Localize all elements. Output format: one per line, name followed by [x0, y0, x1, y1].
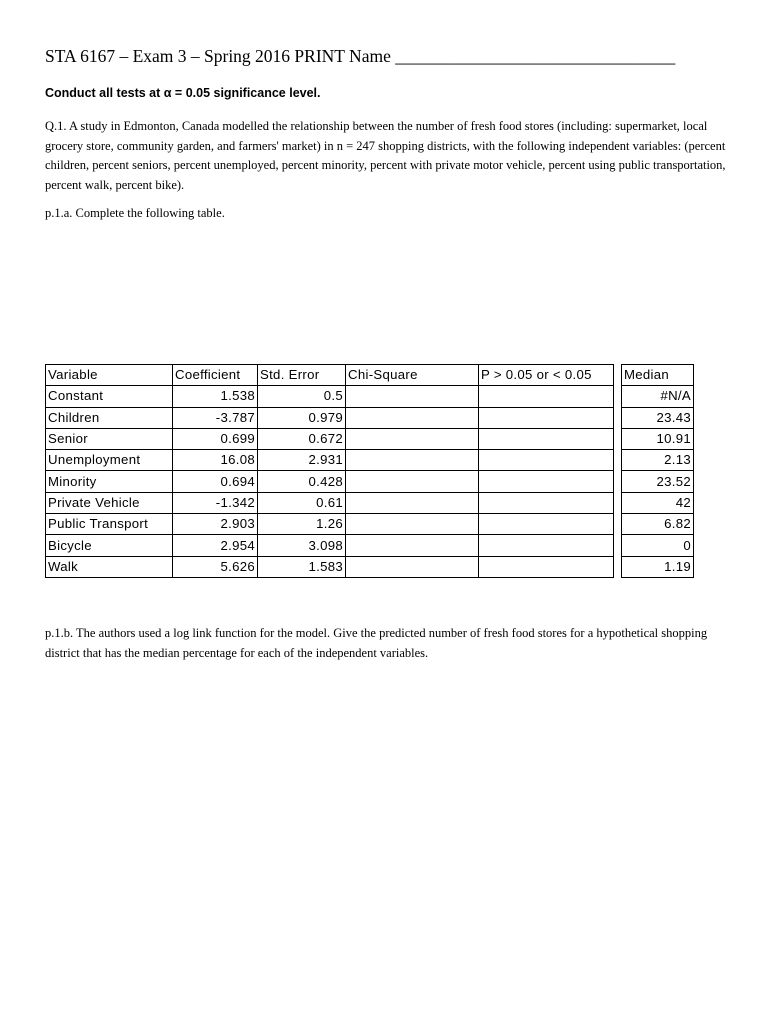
cell-coefficient: -3.787 [173, 407, 258, 428]
table-row [46, 492, 694, 513]
header-std-error: Std. Error [258, 365, 346, 386]
cell-variable: Private Vehicle [46, 492, 173, 513]
cell-variable: Senior [46, 428, 173, 449]
cell-chi-square-answer[interactable] [346, 556, 479, 577]
cell-p-answer[interactable] [479, 556, 614, 577]
table-gap [614, 450, 622, 471]
cell-coefficient: 0.694 [173, 471, 258, 492]
cell-variable: Public Transport [46, 514, 173, 535]
cell-variable: Walk [46, 556, 173, 577]
header-median: Median [622, 365, 694, 386]
table-gap [614, 535, 622, 556]
cell-coefficient: 0.699 [173, 428, 258, 449]
cell-median: 6.82 [622, 514, 694, 535]
cell-coefficient: 1.538 [173, 386, 258, 407]
table-gap [614, 365, 622, 386]
cell-variable: Unemployment [46, 450, 173, 471]
table-gap [614, 407, 622, 428]
table-row [46, 471, 694, 492]
table-gap [614, 556, 622, 577]
cell-p-answer[interactable] [479, 450, 614, 471]
cell-std-error: 0.61 [258, 492, 346, 513]
cell-chi-square-answer[interactable] [346, 535, 479, 556]
header-chi-square: Chi-Square [346, 365, 479, 386]
cell-chi-square-answer[interactable] [346, 514, 479, 535]
cell-p-answer[interactable] [479, 407, 614, 428]
cell-coefficient: 2.954 [173, 535, 258, 556]
cell-chi-square-answer[interactable] [346, 428, 479, 449]
table-row [46, 386, 694, 407]
table-row [46, 428, 694, 449]
cell-median: 42 [622, 492, 694, 513]
table-gap [614, 428, 622, 449]
regression-table [45, 364, 694, 578]
cell-median: 23.52 [622, 471, 694, 492]
cell-p-answer[interactable] [479, 471, 614, 492]
cell-p-answer[interactable] [479, 535, 614, 556]
exam-title: STA 6167 – Exam 3 – Spring 2016 PRINT Name ________________________________ [45, 46, 676, 66]
cell-chi-square-answer[interactable] [346, 471, 479, 492]
cell-variable: Constant [46, 386, 173, 407]
cell-median: 2.13 [622, 450, 694, 471]
table-row [46, 407, 694, 428]
cell-chi-square-answer[interactable] [346, 492, 479, 513]
cell-chi-square-answer[interactable] [346, 407, 479, 428]
cell-median: 1.19 [622, 556, 694, 577]
cell-coefficient: -1.342 [173, 492, 258, 513]
cell-std-error: 0.979 [258, 407, 346, 428]
cell-p-answer[interactable] [479, 386, 614, 407]
cell-std-error: 0.428 [258, 471, 346, 492]
cell-p-answer[interactable] [479, 428, 614, 449]
cell-variable: Minority [46, 471, 173, 492]
cell-std-error: 0.5 [258, 386, 346, 407]
cell-coefficient: 16.08 [173, 450, 258, 471]
cell-coefficient: 5.626 [173, 556, 258, 577]
cell-median: #N/A [622, 386, 694, 407]
table-row [46, 556, 694, 577]
test-instruction: Conduct all tests at α = 0.05 significance level. [45, 86, 321, 100]
question-1-text: Q.1. A study in Edmonton, Canada modelled the relationship between the number of fresh food stores (including: supermarket, local grocery store, community garden, and farmers' market) in n = 247 shopping districts, with the following independent variables: (percent children, percent seniors, percent unemployed, percent minority, percent with private motor vehicle, percent using public transportation, percent walk, percent bike). [45, 119, 726, 192]
header-p-value: P > 0.05 or < 0.05 [479, 365, 614, 386]
cell-median: 23.43 [622, 407, 694, 428]
table-row [46, 535, 694, 556]
table-gap [614, 514, 622, 535]
cell-std-error: 1.26 [258, 514, 346, 535]
cell-p-answer[interactable] [479, 514, 614, 535]
table-gap [614, 492, 622, 513]
cell-std-error: 0.672 [258, 428, 346, 449]
part-1b-text: p.1.b. The authors used a log link function for the model. Give the predicted number of fresh food stores for a hypothetical shopping district that has the median percentage for each of the independent variables. [45, 626, 708, 660]
cell-median: 10.91 [622, 428, 694, 449]
cell-p-answer[interactable] [479, 492, 614, 513]
cell-variable: Bicycle [46, 535, 173, 556]
table-row [46, 450, 694, 471]
table-header-row [46, 365, 694, 386]
table-row [46, 514, 694, 535]
cell-std-error: 3.098 [258, 535, 346, 556]
cell-std-error: 2.931 [258, 450, 346, 471]
cell-chi-square-answer[interactable] [346, 450, 479, 471]
part-1a-text: p.1.a. Complete the following table. [45, 206, 225, 220]
cell-chi-square-answer[interactable] [346, 386, 479, 407]
header-variable: Variable [46, 365, 173, 386]
table-gap [614, 471, 622, 492]
table-gap [614, 386, 622, 407]
cell-variable: Children [46, 407, 173, 428]
cell-median: 0 [622, 535, 694, 556]
header-coefficient: Coefficient [173, 365, 258, 386]
cell-std-error: 1.583 [258, 556, 346, 577]
cell-coefficient: 2.903 [173, 514, 258, 535]
